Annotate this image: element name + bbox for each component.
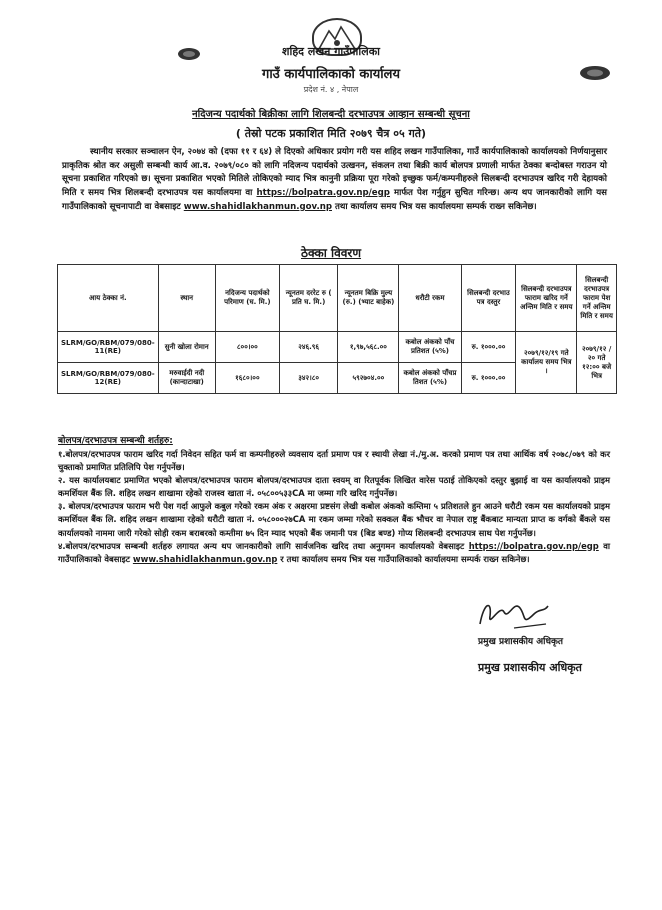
tender-rate: ३४२।८० <box>279 363 337 394</box>
purchase-deadline: २०७९/१२/१९ गते कार्यालय समय भित्र । <box>516 332 577 394</box>
condition-item: १.बोलपत्र/दरभाउपत्र फाराम खरिद गर्दा निवेदन सहित फर्म वा कम्पनीहरुले व्यवसाय दर्ता प्रमाण पत्र र स्थायी लेखा नं./मु.अ. करको प्रमाण पत्र तथा आर्थिक वर्ष २०७८/०७९ को कर चुक्ताको प्रमाणित प्रतिलिपि पेश गर्नुपर्नेछ। <box>58 449 610 473</box>
column-header: आय ठेक्का नं. <box>58 265 159 332</box>
column-header: सिलबन्दी दरभाउ पत्र दस्तुर <box>461 265 516 332</box>
tender-table <box>57 264 617 394</box>
notice-subtitle: ( तेस्रो पटक प्रकाशित मिति २०७९ चैत्र ०५ गते) <box>235 127 427 140</box>
tender-fee: रु. १०००.०० <box>461 363 516 394</box>
office-name: गाउँ कार्यपालिकाको कार्यालय <box>262 67 400 82</box>
condition-item: २. यस कार्यालयबाट प्रमाणित भएको बोलपत्र/दरभाउपत्र फाराम बोलपत्र/दरभाउपत्र दाता स्वयम् वा रितपूर्वक लिखित वारेस पठाई तोकिएको दस्तुर बुझाई वा यस कार्यालयको प्राइम कमर्शियल बैंक लि. शहिद लखन शाखामा रहेको राजस्व खाता नं. ०५८००५३३CA मा जम्मा गरि खरिद गर्नुपर्नेछ। <box>58 475 610 499</box>
notice-paragraph <box>62 146 607 215</box>
tender-min-price: ५९२७०४.०० <box>338 363 399 394</box>
tender-quantity: ८००।०० <box>215 332 279 363</box>
condition-item: ३. बोलपत्र/दरभाउपत्र फाराम भरी पेश गर्दा आफुले कबुल गरेको रकम अंक र अक्षरमा प्रष्टसंग लेखी कबोल अंकको कम्तिमा ५ प्रतिशतले हुन आउने धरौटी रकम यस कार्यालयको प्राइम कमर्शियल बैंक लि. शहिद लखन शाखामा रहेको धरौटी खाता नं. ०५८०००२७CA मा रकम जम्मा गरेको सक्कल बैंक भौचर वा नेपाल राष्ट्र बैंकबाट मान्यता प्राप्त क वर्गको बैंकले यस कार्यालयको नाममा जारी गरेको सोही रकम बराबरको कम्तीमा ७५ दिन म्याद भएको बैंक जमानी पत्र (बिड बण्ड) गोप्य शिलबन्दी दरभाउपत्र साथ पेश गर्नुपर्नेछ। <box>58 501 610 538</box>
submission-deadline: २०७९/१२ /२० गते १२:०० बजे भित्र <box>577 332 617 394</box>
notice-title: नदिजन्य पदार्थको बिक्रीका लागि शिलबन्दी दरभाउपत्र आव्हान सम्बन्धी सूचना <box>192 109 470 120</box>
condition-text: र तथा कार्यालय समय भित्र यस गाउँपालिकाको कार्यालयमा सम्पर्क राख्न सकिनेछ। <box>280 553 530 564</box>
website-link[interactable]: www.shahidlakhanmun.gov.np <box>183 201 332 212</box>
column-header: न्यूनतम बिक्रि मुल्य (रु.) (भ्याट बाहेक) <box>338 265 399 332</box>
column-header: स्थान <box>158 265 215 332</box>
condition-item <box>58 540 610 566</box>
column-header: न्यूनतम दररेट रु ( प्रति घ. मि.) <box>279 265 337 332</box>
tender-place: मरुवाईदी नदी (कान्दाटाखा) <box>158 363 215 394</box>
notice-text: मार्फत पेश गर्नुहुन सुचित गरिन्छ। अन्य थप जानकारीको लागि यस गाउँपालिकाको सूचनापाटी वा वेबसाइट <box>62 188 607 212</box>
tender-deposit: कबोल अंकको पाँचप्र तिशत (५%) <box>399 363 461 394</box>
column-header: धरौटी रकम <box>399 265 461 332</box>
office-address: प्रदेश नं. ४ , नेपाल <box>303 85 359 94</box>
conditions-title: बोलपत्र/दरभाउपत्र सम्बन्धी शर्तहरु: <box>58 436 173 446</box>
tender-deposit: कबोल अंकको पाँच प्रतिशत (५%) <box>399 332 461 363</box>
tender-quantity: १६८०।०० <box>215 363 279 394</box>
table-row <box>58 332 617 363</box>
condition-text: ४.बोलपत्र/दरभाउपत्र सम्बन्धी शर्तहरु लगायत अन्य थप जानकारीको लागि सार्वजनिक खरिद तथा अनुगमन कार्यालयको वेबसाइट <box>58 540 465 551</box>
signatory-stamp: प्रमुख प्रशासकीय अधिकृत <box>478 661 582 674</box>
tender-code: SLRM/GO/RBM/079/080-12(RE) <box>58 363 159 394</box>
notice-text: स्थानीय सरकार सञ्चालन ऐन, २०७४ को (दफा ११ र ६४) ले दिएको अधिकार प्रयोग गरी यस शहिद लखन गाउँपालिका, गाउँ कार्यपालिकाको कार्यालयको निर्णयानुसार प्राकृतिक श्रोत कर असुली सम्बन्धी कार्य आ.व. २०७९/०८० को लागि नदिजन्य पदार्थको उत्खनन, संकलन तथा बिक्री कार्य बोलपत्र प्रणाली मार्फत ठेक्का बन्दोबस्त गराउन यो सूचना प्रकाशित गरिएको छ। सूचना प्रकाशित भएको मितिले तोकिएको म्याद भित्र कानुनी प्रक्रिया पूरा गरेको इच्छुक फर्म/कम्पनीहरुले सिलबन्दी दरभाउपत्र खरिद गरी देहायको मिति र समय भित्र शिलबन्दी दरभाउपत्र यस कार्यालयमा वा <box>62 147 607 199</box>
tender-fee: रु. १०००.०० <box>461 332 516 363</box>
column-header: नदिजन्य पदार्थको परिमाण (घ. मि.) <box>215 265 279 332</box>
tender-code: SLRM/GO/RBM/079/080-11(RE) <box>58 332 159 363</box>
condition-text: वा गाउँपालिकाको वेबसाइट <box>58 540 611 564</box>
conditions-list <box>58 448 610 566</box>
tender-section-title: ठेक्का विवरण <box>300 246 362 260</box>
column-header: सिलबन्दी दरभाउपत्र फाराम पेश गर्ने अन्तिम मिति र समय <box>577 265 617 332</box>
tender-min-price: १,९७,५६८.०० <box>338 332 399 363</box>
bolpatra-link[interactable]: https://bolpatra.gov.np/egp <box>468 540 599 551</box>
municipality-name: शहिद लखन गाउँपालिका <box>281 45 380 58</box>
table-header-row <box>58 265 617 332</box>
notice-text: तथा कार्यालय समय भित्र यस कार्यालयमा सम्पर्क राख्न सकिनेछ। <box>335 201 537 212</box>
tender-place: सुनी खोला रोमान <box>158 332 215 363</box>
column-header: सिलबन्दी दरभाउपत्र फाराम खरिद गर्ने अन्तिम मिति र समय <box>516 265 577 332</box>
tender-rate: २४६.९६ <box>279 332 337 363</box>
handwritten-signature <box>474 594 554 634</box>
website-link[interactable]: www.shahidlakhanmun.gov.np <box>132 553 278 564</box>
signatory-role: प्रमुख प्रशासकीय अधिकृत <box>478 637 564 647</box>
bolpatra-link[interactable]: https://bolpatra.gov.np/egp <box>256 188 390 199</box>
